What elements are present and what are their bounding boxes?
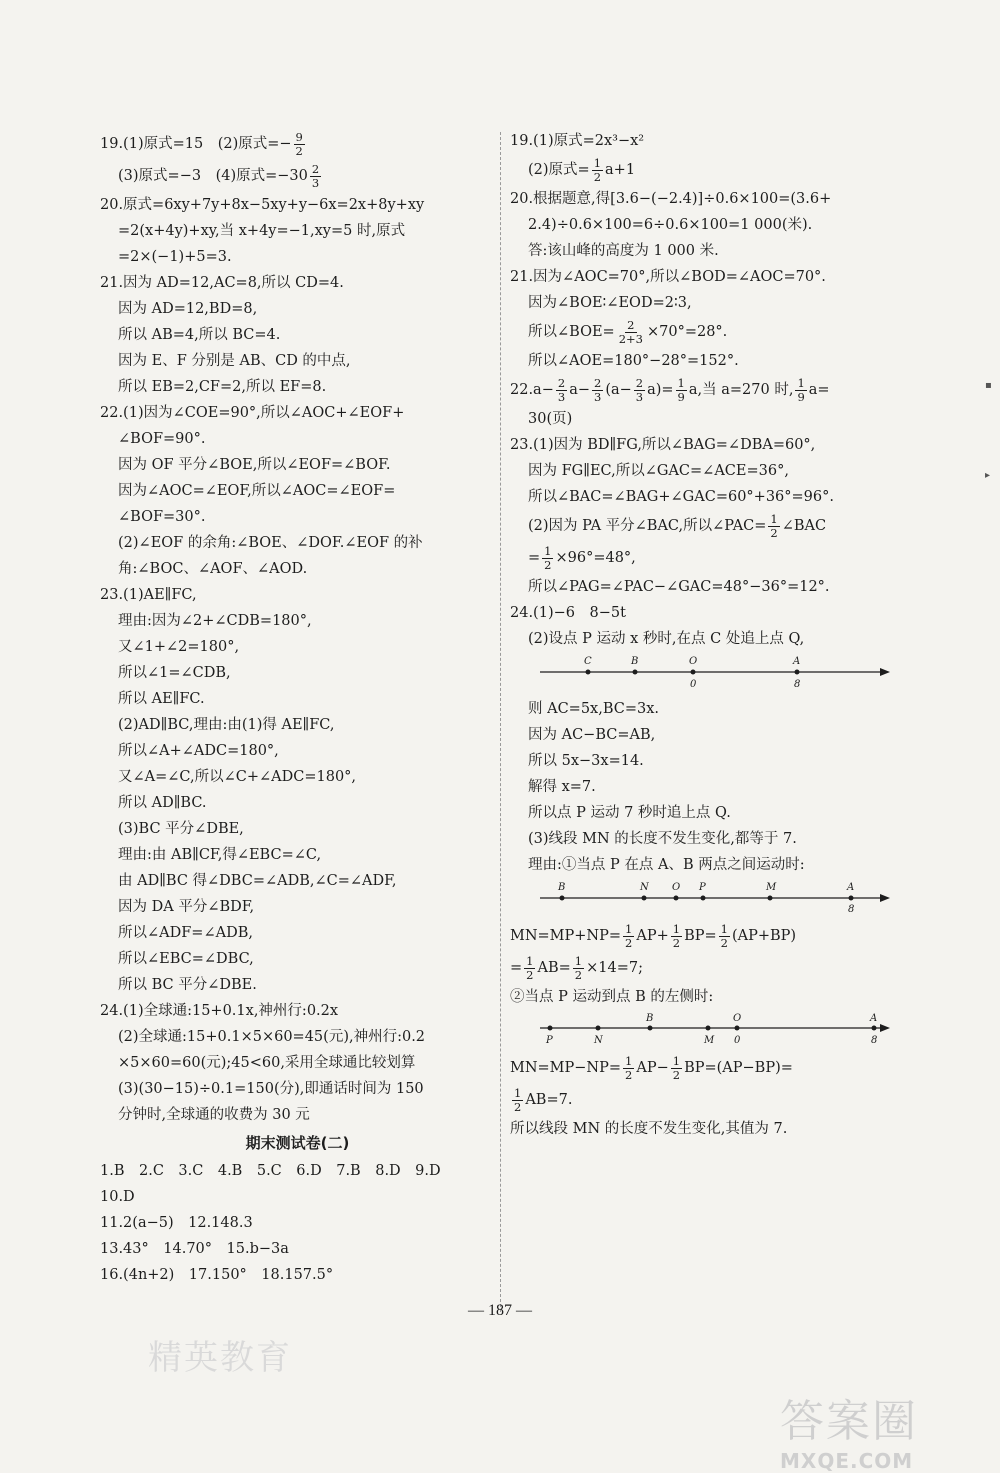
point-o-label: O <box>689 656 698 667</box>
answer-line: ∠BOF=30°. <box>118 509 206 525</box>
answer-line: 因为∠BOE∶∠EOD=2∶3, <box>528 295 692 311</box>
answer-line: 20.原式=6xy+7y+8x−5xy+y−6x=2x+8y+xy <box>100 197 425 213</box>
answer-line: 答:该山峰的高度为 1 000 米. <box>528 243 719 259</box>
answer-line: ×5×60=60(元);45<60,采用全球通比较划算 <box>118 1055 416 1071</box>
watermark-title: 答案圈 <box>780 1396 918 1447</box>
fraction: $\frac{2}{3}$ <box>311 161 320 190</box>
answer-line: 所以点 P 运动 7 秒时追上点 Q. <box>528 805 731 821</box>
answer-line: 又∠1+∠2=180°, <box>118 639 240 655</box>
point-o-label: O <box>733 1013 742 1024</box>
number-line-diagram-1 <box>540 654 890 694</box>
answer-line: 所以 AD∥BC. <box>118 795 207 811</box>
watermark-url: MXQE.COM <box>780 1449 914 1473</box>
fraction: $\frac{1}{2}$ <box>526 953 534 982</box>
answer-line: (2)∠EOF 的余角:∠BOE、∠DOF.∠EOF 的补 <box>118 535 423 551</box>
number-line-diagram-3 <box>540 1012 890 1050</box>
point-o-label: O <box>672 882 681 893</box>
point-b-label: B <box>631 656 639 667</box>
watermark-logo-right <box>780 1385 918 1473</box>
answer-line: 21.因为 AD=12,AC=8,所以 CD=4. <box>100 275 344 291</box>
answer-line: 理由:由 AB∥CF,得∠EBC=∠C, <box>118 847 322 863</box>
point-n-label: N <box>640 882 649 893</box>
margin-mark: ▪ <box>985 380 992 391</box>
fraction: $\frac{1}{2}$ <box>625 921 633 950</box>
tick-eight-label: 8 <box>848 904 855 915</box>
answer-line: 10.D <box>100 1189 135 1205</box>
answer-line: 19.(1)原式=2x³−x² <box>510 133 645 149</box>
answer-line: 24.(1)−6 8−5t <box>510 605 626 621</box>
answer-line: 22.a− $\frac{2}{3}$ a− $\frac{2}{3}$ (a− $\frac{2}{3}$ a)= $\frac{1}{9}$ a,当 a=270 时, $\frac{1}{9}$ a= <box>510 375 830 404</box>
answer-line: 所以∠EBC=∠DBC, <box>118 951 254 967</box>
answer-line: 16.(4n+2) 17.150° 18.157.5° <box>100 1267 334 1283</box>
answer-line: (2)因为 PA 平分∠BAC,所以∠PAC= $\frac{1}{2}$ ∠BAC <box>528 511 827 540</box>
point-b-label: B <box>646 1013 654 1024</box>
answer-line: 所以∠PAG=∠PAC−∠GAC=48°−36°=12°. <box>528 579 830 595</box>
answer-line: (2)设点 P 运动 x 秒时,在点 C 处追上点 Q, <box>528 631 805 647</box>
answer-line: 角:∠BOC、∠AOF、∠AOD. <box>118 561 308 577</box>
answer-line: (2)全球通:15+0.1×5×60=45(元),神州行:0.2 <box>118 1029 426 1045</box>
fraction: $\frac{2}{3}$ <box>593 375 602 404</box>
answer-line: 分钟时,全球通的收费为 30 元 <box>118 1107 310 1123</box>
watermark-logo-left: 精英教育 <box>148 1338 292 1378</box>
left-column <box>100 128 495 1288</box>
answer-line: 解得 x=7. <box>528 779 596 795</box>
answer-line: 19.(1)原式=15 (2)原式=− $\frac{9}{2}$ <box>100 129 303 158</box>
answer-line: = $\frac{1}{2}$ AB= $\frac{1}{2}$ ×14=7; <box>510 953 643 982</box>
answer-line: MN=MP−NP= $\frac{1}{2}$ AP− $\frac{1}{2}$ BP=(AP−BP)= <box>510 1053 793 1082</box>
answer-line: 22.(1)因为∠COE=90°,所以∠AOC+∠EOF+ <box>100 405 405 421</box>
point-a-label: A <box>793 656 801 667</box>
answer-line: 所以∠AOE=180°−28°=152°. <box>528 353 739 369</box>
answer-line: 因为 FG∥EC,所以∠GAC=∠ACE=36°, <box>528 463 789 479</box>
right-column <box>510 128 910 1142</box>
answer-line: 所以 5x−3x=14. <box>528 753 644 769</box>
answer-line: =2(x+4y)+xy,当 x+4y=−1,xy=5 时,原式 <box>118 223 406 239</box>
answer-line: 所以∠ADF=∠ADB, <box>118 925 253 941</box>
point-a-label: A <box>847 882 855 893</box>
answer-line: 11.2(a−5) 12.148.3 <box>100 1215 253 1231</box>
answer-line: 所以 EB=2,CF=2,所以 EF=8. <box>118 379 327 395</box>
point-n-label: N <box>594 1035 603 1046</box>
point-m-label: M <box>766 882 777 893</box>
answer-line: 理由:①当点 P 在点 A、B 两点之间运动时: <box>528 857 805 873</box>
tick-zero-label: 0 <box>734 1035 741 1046</box>
answer-line: 因为 DA 平分∠BDF, <box>118 899 255 915</box>
answer-line: 24.(1)全球通:15+0.1x,神州行:0.2x <box>100 1003 339 1019</box>
fraction: $\frac{1}{2}$ <box>514 1085 522 1114</box>
column-divider <box>500 132 501 1312</box>
fraction: $\frac{1}{2}$ <box>593 155 602 184</box>
point-p-label: P <box>546 1035 553 1046</box>
answer-line: 所以∠A+∠ADC=180°, <box>118 743 279 759</box>
answer-line: 23.(1)因为 BD∥FG,所以∠BAG=∠DBA=60°, <box>510 437 816 453</box>
answer-line: (2)原式= $\frac{1}{2}$ a+1 <box>528 155 636 184</box>
point-m-label: M <box>704 1035 715 1046</box>
answer-line: 所以 AB=4,所以 BC=4. <box>118 327 281 343</box>
answer-line: MN=MP+NP= $\frac{1}{2}$ AP+ $\frac{1}{2}$ BP= $\frac{1}{2}$ (AP+BP) <box>510 921 797 950</box>
answer-line: (3)原式=−3 (4)原式=−30 $\frac{2}{3}$ <box>118 161 320 190</box>
answer-line: $\frac{1}{2}$ AB=7. <box>514 1085 573 1114</box>
fraction: $\frac{9}{2}$ <box>295 129 303 158</box>
tick-eight-label: 8 <box>871 1035 878 1046</box>
answer-line: 由 AD∥BC 得∠DBC=∠ADB,∠C=∠ADF, <box>118 873 397 889</box>
fraction: $\frac{1}{2}$ <box>672 921 681 950</box>
answer-line: 因为 OF 平分∠BOE,所以∠EOF=∠BOF. <box>118 457 391 473</box>
fraction: $\frac{2}{2+3}$ <box>618 317 643 346</box>
tick-zero-label: 0 <box>690 679 697 690</box>
fraction: $\frac{1}{2}$ <box>720 921 728 950</box>
answer-line: 理由:因为∠2+∠CDB=180°, <box>118 613 312 629</box>
answer-line: 21.因为∠AOC=70°,所以∠BOD=∠AOC=70°. <box>510 269 826 285</box>
answer-line: = $\frac{1}{2}$ ×96°=48°, <box>528 543 636 572</box>
answer-line: 又∠A=∠C,所以∠C+∠ADC=180°, <box>118 769 357 785</box>
point-p-label: P <box>699 882 706 893</box>
answer-line: 所以∠BOE= $\frac{2}{2+3}$ ×70°=28°. <box>528 317 728 346</box>
fraction: $\frac{1}{2}$ <box>770 511 778 540</box>
answer-line: 所以 BC 平分∠DBE. <box>118 977 257 993</box>
answer-line: (3)BC 平分∠DBE, <box>118 821 244 837</box>
answer-line: 20.根据题意,得[3.6−(−2.4)]÷0.6×100=(3.6+ <box>510 191 832 207</box>
point-c-label: C <box>584 656 592 667</box>
fraction: $\frac{1}{2}$ <box>574 953 583 982</box>
answer-line: 30(页) <box>528 411 573 427</box>
answer-line: (3)线段 MN 的长度不发生变化,都等于 7. <box>528 831 797 847</box>
fraction: $\frac{1}{9}$ <box>677 375 685 404</box>
answer-line: 因为 AD=12,BD=8, <box>118 301 258 317</box>
margin-mark: ▸ <box>985 470 991 481</box>
answer-line: 2.4)÷0.6×100=6÷0.6×100=1 000(米). <box>528 217 813 233</box>
point-a-label: A <box>870 1013 878 1024</box>
answer-line: 所以线段 MN 的长度不发生变化,其值为 7. <box>510 1121 788 1137</box>
answer-line: 则 AC=5x,BC=3x. <box>528 701 660 717</box>
answer-line: (3)(30−15)÷0.1=150(分),即通话时间为 150 <box>118 1081 424 1097</box>
answer-line: ∠BOF=90°. <box>118 431 206 447</box>
answer-line: 13.43° 14.70° 15.b−3a <box>100 1241 289 1257</box>
answer-line: 因为∠AOC=∠EOF,所以∠AOC=∠EOF= <box>118 483 396 499</box>
answer-line: =2×(−1)+5=3. <box>118 249 232 265</box>
answer-line: 所以 AE∥FC. <box>118 691 205 707</box>
answer-line: 1.B 2.C 3.C 4.B 5.C 6.D 7.B 8.D 9.D <box>100 1163 441 1179</box>
fraction: $\frac{2}{3}$ <box>635 375 644 404</box>
fraction: $\frac{1}{2}$ <box>672 1053 681 1082</box>
tick-eight-label: 8 <box>794 679 801 690</box>
fraction: $\frac{2}{3}$ <box>557 375 566 404</box>
number-line-diagram-2 <box>540 880 890 918</box>
page-number: — 187 — <box>468 1302 532 1319</box>
fraction: $\frac{1}{2}$ <box>625 1053 633 1082</box>
answer-line: 因为 AC−BC=AB, <box>528 727 656 743</box>
answer-line: (2)AD∥BC,理由:由(1)得 AE∥FC, <box>118 717 335 733</box>
answer-line: 因为 E、F 分别是 AB、CD 的中点, <box>118 353 351 369</box>
answer-line: 所以∠BAC=∠BAG+∠GAC=60°+36°=96°. <box>528 489 834 505</box>
point-b-label: B <box>558 882 566 893</box>
fraction: $\frac{1}{2}$ <box>544 543 552 572</box>
section-title: 期末测试卷(二) <box>245 1134 350 1152</box>
answer-line: ②当点 P 运动到点 B 的左侧时: <box>510 989 714 1005</box>
answer-line: 所以∠1=∠CDB, <box>118 665 231 681</box>
fraction: $\frac{1}{9}$ <box>797 375 805 404</box>
answer-line: 23.(1)AE∥FC, <box>100 587 197 603</box>
